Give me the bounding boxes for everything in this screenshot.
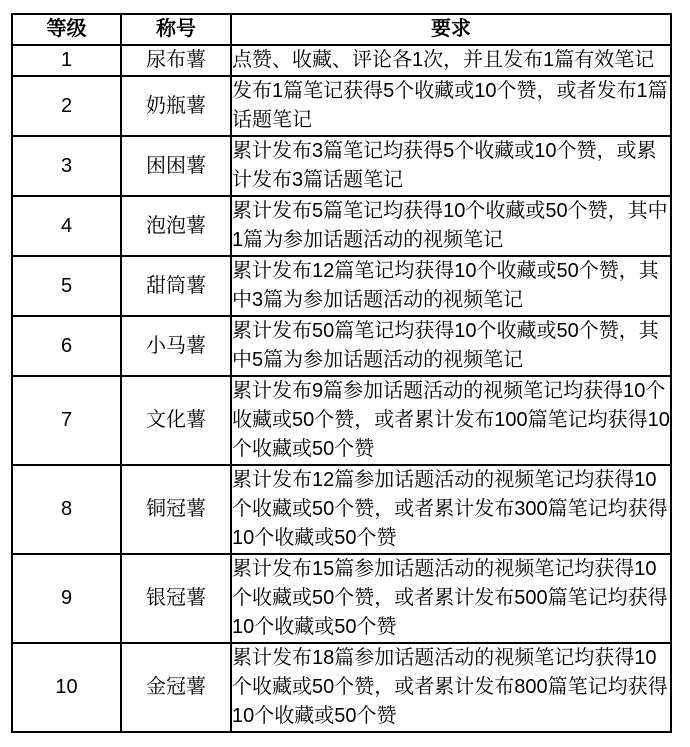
level-cell: 6 (12, 316, 121, 376)
title-cell: 银冠薯 (121, 554, 231, 643)
title-cell: 甜筒薯 (121, 256, 231, 316)
table-body (12, 45, 671, 732)
table-row (12, 465, 671, 554)
requirement-cell: 发布1篇笔记获得5个收藏或10个赞，或者发布1篇话题笔记 (231, 76, 671, 136)
level-cell: 3 (12, 136, 121, 196)
level-cell: 8 (12, 465, 121, 554)
level-cell: 9 (12, 554, 121, 643)
title-cell: 小马薯 (121, 316, 231, 376)
level-cell: 4 (12, 196, 121, 256)
table-row (12, 256, 671, 316)
title-cell: 文化薯 (121, 376, 231, 465)
requirement-cell: 点赞、收藏、评论各1次，并且发布1篇有效笔记 (231, 45, 671, 76)
requirement-cell: 累计发布18篇参加话题活动的视频笔记均获得10个收藏或50个赞，或者累计发布800篇笔记均获得10个收藏或50个赞 (231, 643, 671, 732)
table-row (12, 45, 671, 76)
header-row (12, 14, 671, 45)
level-cell: 1 (12, 45, 121, 76)
requirement-cell: 累计发布5篇笔记均获得10个收藏或50个赞，其中1篇为参加话题活动的视频笔记 (231, 196, 671, 256)
requirement-cell: 累计发布12篇参加话题活动的视频笔记均获得10个收藏或50个赞，或者累计发布300篇笔记均获得10个收藏或50个赞 (231, 465, 671, 554)
level-cell: 2 (12, 76, 121, 136)
title-cell: 尿布薯 (121, 45, 231, 76)
title-cell: 金冠薯 (121, 643, 231, 732)
title-cell: 困困薯 (121, 136, 231, 196)
level-table (11, 13, 672, 733)
requirement-cell: 累计发布12篇笔记均获得10个收藏或50个赞，其中3篇为参加话题活动的视频笔记 (231, 256, 671, 316)
table-row (12, 643, 671, 732)
header-requirement: 要求 (231, 14, 671, 45)
table-row (12, 316, 671, 376)
level-cell: 10 (12, 643, 121, 732)
table-row (12, 554, 671, 643)
table-row (12, 196, 671, 256)
title-cell: 泡泡薯 (121, 196, 231, 256)
table-row (12, 136, 671, 196)
level-cell: 5 (12, 256, 121, 316)
header-title: 称号 (121, 14, 231, 45)
table-row (12, 376, 671, 465)
requirement-cell: 累计发布15篇参加话题活动的视频笔记均获得10个收藏或50个赞，或者累计发布500篇笔记均获得10个收藏或50个赞 (231, 554, 671, 643)
table-row (12, 76, 671, 136)
requirement-cell: 累计发布9篇参加话题活动的视频笔记均获得10个收藏或50个赞，或者累计发布100篇笔记均获得10个收藏或50个赞 (231, 376, 671, 465)
requirement-cell: 累计发布3篇笔记均获得5个收藏或10个赞，或累计发布3篇话题笔记 (231, 136, 671, 196)
level-cell: 7 (12, 376, 121, 465)
requirement-cell: 累计发布50篇笔记均获得10个收藏或50个赞，其中5篇为参加话题活动的视频笔记 (231, 316, 671, 376)
title-cell: 奶瓶薯 (121, 76, 231, 136)
header-level: 等级 (12, 14, 121, 45)
title-cell: 铜冠薯 (121, 465, 231, 554)
